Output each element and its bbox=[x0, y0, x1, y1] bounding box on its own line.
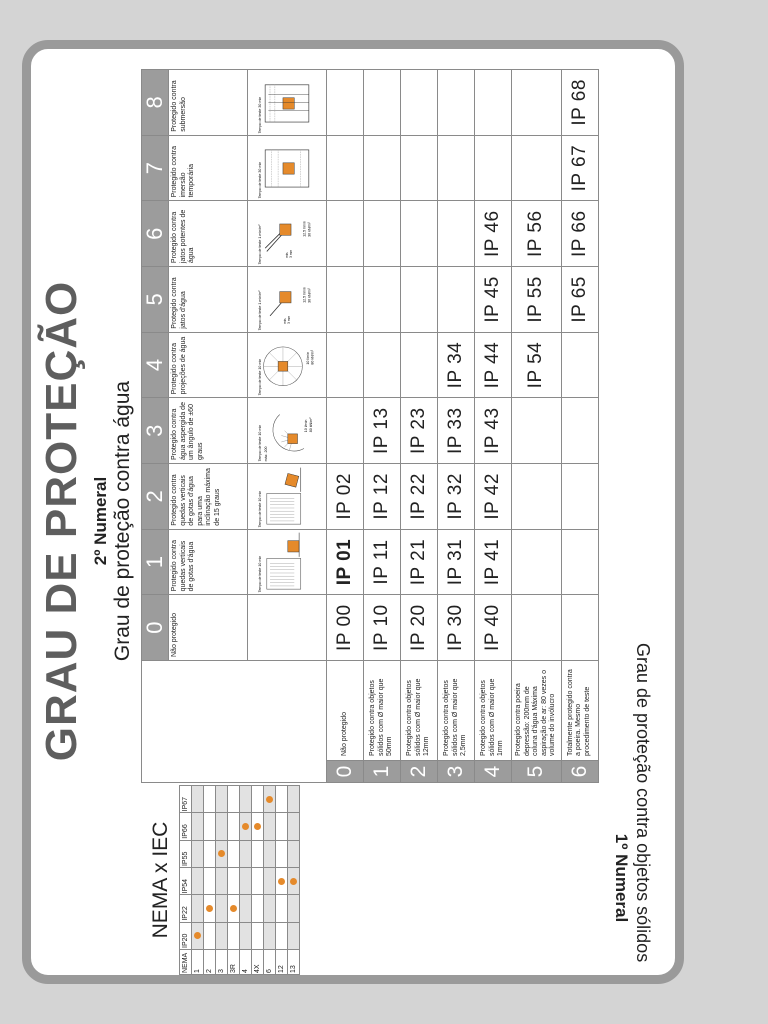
nema-match-cell bbox=[216, 922, 228, 949]
nema-match-cell bbox=[288, 895, 300, 922]
ip-code-cell bbox=[561, 464, 598, 530]
rotated-sheet bbox=[31, 49, 684, 984]
svg-text:12,5 l/min: 12,5 l/min bbox=[302, 221, 307, 237]
nema-row bbox=[192, 786, 204, 975]
ip-code-cell: IP 02 bbox=[327, 464, 364, 530]
nema-row bbox=[276, 786, 288, 975]
nema-match-cell bbox=[252, 895, 264, 922]
splash-sphere-icon bbox=[248, 333, 326, 398]
svg-text:Tempo de teste 1 min/m²: Tempo de teste 1 min/m² bbox=[258, 224, 263, 265]
water-desc-0: Não protegido bbox=[169, 595, 248, 661]
svg-text:10 l/min: 10 l/min bbox=[305, 352, 310, 366]
ip-code-cell bbox=[512, 70, 562, 136]
nema-row bbox=[252, 786, 264, 975]
svg-text:Tempo de teste 10 min: Tempo de teste 10 min bbox=[258, 556, 263, 593]
nema-match-cell bbox=[216, 786, 228, 813]
ip-code-cell bbox=[512, 398, 562, 464]
nema-match-cell bbox=[240, 840, 252, 867]
nema-header-row bbox=[180, 786, 192, 975]
water-desc-1: Protegido contra quedas verticais de gotas d'água bbox=[169, 529, 248, 595]
jet-test-figure bbox=[248, 267, 327, 333]
water-col-7: 7 bbox=[142, 135, 169, 201]
nema-match-cell bbox=[216, 813, 228, 840]
match-dot-icon bbox=[290, 878, 297, 885]
ip-code-cell: IP 55 bbox=[512, 267, 562, 333]
second-numeral-subtitle: Grau de proteção contra água bbox=[111, 380, 134, 662]
solid-row-number: 5 bbox=[512, 761, 562, 783]
ip-code-cell bbox=[401, 135, 438, 201]
ip-row bbox=[475, 70, 512, 783]
second-numeral-label: 2º Numeral bbox=[91, 476, 110, 566]
nema-iec-title: NEMA x IEC bbox=[149, 821, 172, 939]
nema-match-cell bbox=[264, 895, 276, 922]
ip-row bbox=[401, 70, 438, 783]
nema-match-cell bbox=[276, 922, 288, 949]
solid-row-number: 0 bbox=[327, 761, 364, 783]
drip-test-icon bbox=[248, 530, 326, 595]
nema-match-cell bbox=[240, 786, 252, 813]
ip-code-cell bbox=[475, 70, 512, 136]
match-dot-icon bbox=[242, 823, 249, 830]
nema-match-cell bbox=[252, 786, 264, 813]
ip-code-cell: IP 65 bbox=[561, 267, 598, 333]
ip-code-cell bbox=[327, 398, 364, 464]
nema-match-cell bbox=[216, 840, 228, 867]
ip-code-cell: IP 11 bbox=[364, 529, 401, 595]
ip-code-cell: IP 34 bbox=[438, 332, 475, 398]
nema-match-cell bbox=[288, 922, 300, 949]
match-dot-icon bbox=[254, 823, 261, 830]
nema-match-cell bbox=[240, 868, 252, 895]
ip-row bbox=[327, 70, 364, 783]
ip-code-cell: IP 32 bbox=[438, 464, 475, 530]
water-header-row bbox=[142, 70, 169, 783]
nema-match-cell bbox=[276, 895, 288, 922]
ip-code-cell bbox=[561, 529, 598, 595]
ip-code-cell bbox=[364, 70, 401, 136]
ip-code-cell bbox=[561, 332, 598, 398]
ip-code-cell: IP 56 bbox=[512, 201, 562, 267]
first-numeral-subtitle: Grau de proteção contra objetos sólidos bbox=[633, 643, 653, 963]
water-desc-2: Protegido contra quedas verticais de gotas d'água para uma inclinação máxima de 15 graus bbox=[169, 464, 248, 530]
nema-header-cell: IP66 bbox=[180, 813, 192, 840]
nema-match-cell bbox=[204, 813, 216, 840]
water-jet-icon bbox=[248, 267, 326, 332]
water-col-4: 4 bbox=[142, 332, 169, 398]
page-title: GRAU DE PROTEÇÃO bbox=[37, 280, 86, 762]
svg-text:Tempo de teste 10 min: Tempo de teste 10 min bbox=[258, 490, 263, 528]
match-dot-icon bbox=[278, 878, 285, 885]
nema-match-cell bbox=[264, 922, 276, 949]
nema-match-cell bbox=[204, 786, 216, 813]
nema-type-label: 4 bbox=[240, 950, 252, 975]
svg-text:Tempo de teste 30 min: Tempo de teste 30 min bbox=[258, 96, 263, 134]
tilted-drip-icon bbox=[248, 464, 326, 529]
svg-text:80 kN/m²: 80 kN/m² bbox=[310, 350, 315, 366]
ip-code-cell bbox=[561, 595, 598, 661]
svg-text:30 kN/m²: 30 kN/m² bbox=[307, 222, 312, 237]
solid-row-number: 1 bbox=[364, 761, 401, 783]
nema-match-cell bbox=[288, 868, 300, 895]
nema-match-cell bbox=[204, 868, 216, 895]
nema-match-cell bbox=[276, 868, 288, 895]
svg-text:Tempo de teste 10 min: Tempo de teste 10 min bbox=[258, 359, 263, 396]
nema-match-cell bbox=[228, 840, 240, 867]
solid-row-desc: Protegido contra objetos sólidos com Ø maior que 2,5mm bbox=[438, 661, 475, 761]
nema-match-cell bbox=[288, 840, 300, 867]
match-dot-icon bbox=[230, 905, 237, 912]
ip-grid bbox=[141, 69, 599, 783]
ip-row bbox=[438, 70, 475, 783]
ip-row bbox=[561, 70, 598, 783]
nema-type-label: 12 bbox=[276, 950, 288, 975]
ip-code-cell bbox=[327, 267, 364, 333]
nema-type-label: 6 bbox=[264, 950, 276, 975]
ip-code-cell: IP 22 bbox=[401, 464, 438, 530]
water-col-0: 0 bbox=[142, 595, 169, 661]
solid-row-desc: Protegido contra objetos sólidos com Ø maior que 1mm bbox=[475, 661, 512, 761]
ip-code-cell: IP 43 bbox=[475, 398, 512, 464]
nema-type-label: 2 bbox=[204, 950, 216, 975]
water-desc-5: Protegido contra jatos d'água bbox=[169, 267, 248, 333]
svg-text:Tempo de teste 10 min: Tempo de teste 10 min bbox=[258, 424, 263, 462]
nema-match-cell bbox=[228, 922, 240, 949]
nema-match-cell bbox=[192, 786, 204, 813]
nema-match-cell bbox=[192, 868, 204, 895]
drip-test-figure bbox=[248, 529, 327, 595]
ip-code-cell: IP 33 bbox=[438, 398, 475, 464]
solid-row-desc: Totalmente protegido contra a poeira. Mesmo procedimento de teste bbox=[561, 661, 598, 761]
ip-code-cell bbox=[438, 267, 475, 333]
water-desc-4: Protegido contra projeções de água bbox=[169, 332, 248, 398]
ip-code-cell bbox=[438, 201, 475, 267]
solid-row-desc: Protegido contra objetos sólidos com Ø maior que 12mm bbox=[401, 661, 438, 761]
svg-text:10 l/min: 10 l/min bbox=[304, 419, 309, 433]
svg-text:3 mm: 3 mm bbox=[288, 249, 293, 258]
svg-text:min.: min. bbox=[284, 251, 289, 258]
svg-text:80 kN/m²: 80 kN/m² bbox=[309, 417, 314, 433]
ip-code-cell: IP 30 bbox=[438, 595, 475, 661]
ip-code-cell bbox=[512, 464, 562, 530]
nema-header-cell: IP54 bbox=[180, 868, 192, 895]
ip-code-cell bbox=[401, 332, 438, 398]
ip-code-cell: IP 40 bbox=[475, 595, 512, 661]
nema-type-label: 1 bbox=[192, 950, 204, 975]
water-desc-8: Protegido contra submersão bbox=[169, 70, 248, 136]
nema-match-cell bbox=[228, 895, 240, 922]
svg-text:30 kN/m²: 30 kN/m² bbox=[307, 287, 312, 303]
nema-match-cell bbox=[276, 840, 288, 867]
spray-arc-icon bbox=[248, 398, 326, 463]
water-col-8: 8 bbox=[142, 70, 169, 136]
solid-row-desc: Não protegido bbox=[327, 661, 364, 761]
match-dot-icon bbox=[266, 796, 273, 803]
ip-code-cell bbox=[364, 332, 401, 398]
ip-code-cell bbox=[438, 135, 475, 201]
strong-jet-test-figure bbox=[248, 201, 327, 267]
submersion-icon bbox=[248, 70, 326, 135]
nema-row bbox=[204, 786, 216, 975]
nema-match-cell bbox=[240, 813, 252, 840]
ip-code-cell bbox=[327, 201, 364, 267]
ip-code-cell: IP 67 bbox=[561, 135, 598, 201]
nema-type-label: 13 bbox=[288, 950, 300, 975]
water-desc-7: Protegido contra imersão temporária bbox=[169, 135, 248, 201]
ip-code-cell: IP 20 bbox=[401, 595, 438, 661]
svg-text:Tempo de teste 1 min/m²: Tempo de teste 1 min/m² bbox=[258, 290, 263, 331]
immersion-icon bbox=[248, 136, 326, 201]
nema-body bbox=[192, 786, 300, 975]
water-col-2: 2 bbox=[142, 464, 169, 530]
nema-match-cell bbox=[264, 813, 276, 840]
nema-match-cell bbox=[252, 868, 264, 895]
ip-code-cell: IP 46 bbox=[475, 201, 512, 267]
solid-row-number: 6 bbox=[561, 761, 598, 783]
ip-code-cell: IP 10 bbox=[364, 595, 401, 661]
solid-row-desc: Protegido contra objetos sólidos com Ø maior que 50mm bbox=[364, 661, 401, 761]
svg-text:12,5 l/min: 12,5 l/min bbox=[302, 286, 307, 303]
water-desc-6: Protegido contra jatos potentes de água bbox=[169, 201, 248, 267]
tilted-drip-test-figure bbox=[248, 464, 327, 530]
nema-match-cell bbox=[216, 895, 228, 922]
ip-code-cell: IP 68 bbox=[561, 70, 598, 136]
ip-code-cell: IP 21 bbox=[401, 529, 438, 595]
match-dot-icon bbox=[194, 932, 201, 939]
svg-text:min.: min. bbox=[283, 317, 288, 324]
nema-match-cell bbox=[192, 895, 204, 922]
nema-match-cell bbox=[288, 813, 300, 840]
ip-code-cell: IP 01 bbox=[327, 529, 364, 595]
nema-match-cell bbox=[204, 840, 216, 867]
nema-match-cell bbox=[240, 895, 252, 922]
nema-row bbox=[264, 786, 276, 975]
nema-match-cell bbox=[264, 868, 276, 895]
nema-match-cell bbox=[228, 813, 240, 840]
nema-row bbox=[228, 786, 240, 975]
ip-code-cell: IP 66 bbox=[561, 201, 598, 267]
ip-code-cell: IP 42 bbox=[475, 464, 512, 530]
water-col-3: 3 bbox=[142, 398, 169, 464]
ip-code-cell: IP 31 bbox=[438, 529, 475, 595]
ip-row bbox=[512, 70, 562, 783]
nema-type-label: 3 bbox=[216, 950, 228, 975]
svg-text:Tempo de teste 30 min: Tempo de teste 30 min bbox=[258, 162, 263, 199]
match-dot-icon bbox=[218, 850, 225, 857]
spray-test-figure bbox=[248, 398, 327, 464]
first-numeral-label: 1º Numeral bbox=[612, 833, 631, 923]
nema-header-cell: IP20 bbox=[180, 922, 192, 949]
ip-code-cell bbox=[438, 70, 475, 136]
nema-type-label: 4X bbox=[252, 950, 264, 975]
ip-code-cell bbox=[327, 332, 364, 398]
ip-code-cell bbox=[364, 201, 401, 267]
ip-code-cell: IP 12 bbox=[364, 464, 401, 530]
ip-code-cell: IP 23 bbox=[401, 398, 438, 464]
nema-match-cell bbox=[240, 922, 252, 949]
nema-header-cell: IP55 bbox=[180, 840, 192, 867]
nema-match-cell bbox=[192, 840, 204, 867]
ip-code-cell bbox=[512, 135, 562, 201]
ip-code-cell: IP 45 bbox=[475, 267, 512, 333]
ip-code-cell: IP 13 bbox=[364, 398, 401, 464]
water-col-5: 5 bbox=[142, 267, 169, 333]
strong-jet-icon bbox=[248, 201, 326, 266]
ip-code-cell bbox=[475, 135, 512, 201]
ip-code-cell bbox=[327, 135, 364, 201]
immersion-test-figure bbox=[248, 135, 327, 201]
nema-match-cell bbox=[192, 813, 204, 840]
corner-cell bbox=[142, 661, 327, 783]
nema-match-cell bbox=[204, 922, 216, 949]
nema-match-cell bbox=[216, 868, 228, 895]
water-col-1: 1 bbox=[142, 529, 169, 595]
match-dot-icon bbox=[206, 905, 213, 912]
nema-match-cell bbox=[228, 868, 240, 895]
submersion-test-figure bbox=[248, 70, 327, 136]
water-desc-3: Protegido contra água aspergida de um ângulo de ±60 graus bbox=[169, 398, 248, 464]
nema-match-cell bbox=[264, 840, 276, 867]
ip-code-cell bbox=[512, 595, 562, 661]
splash-test-figure bbox=[248, 332, 327, 398]
solid-row-number: 3 bbox=[438, 761, 475, 783]
nema-match-cell bbox=[288, 786, 300, 813]
ip-code-cell bbox=[401, 201, 438, 267]
nema-header-cell: IP67 bbox=[180, 786, 192, 813]
nema-row bbox=[216, 786, 228, 975]
nema-row bbox=[240, 786, 252, 975]
nema-match-cell bbox=[252, 922, 264, 949]
ip-code-cell bbox=[327, 70, 364, 136]
ip-code-cell: IP 44 bbox=[475, 332, 512, 398]
protection-degree-card bbox=[22, 40, 684, 984]
ip-row bbox=[364, 70, 401, 783]
ip-code-cell: IP 41 bbox=[475, 529, 512, 595]
nema-match-cell bbox=[252, 840, 264, 867]
ip-code-cell: IP 00 bbox=[327, 595, 364, 661]
nema-match-cell bbox=[252, 813, 264, 840]
water-col-6: 6 bbox=[142, 201, 169, 267]
ip-body bbox=[327, 70, 599, 783]
ip-code-cell bbox=[512, 529, 562, 595]
nema-header-cell: NEMA bbox=[180, 950, 192, 975]
ip-code-cell: IP 54 bbox=[512, 332, 562, 398]
nema-match-cell bbox=[192, 922, 204, 949]
figure-cell-0 bbox=[248, 595, 327, 661]
svg-text:3 mm: 3 mm bbox=[287, 315, 292, 324]
ip-code-cell bbox=[561, 398, 598, 464]
svg-text:máx. 200: máx. 200 bbox=[263, 446, 268, 462]
nema-match-cell bbox=[228, 786, 240, 813]
ip-code-cell bbox=[364, 267, 401, 333]
nema-match-cell bbox=[264, 786, 276, 813]
nema-match-cell bbox=[276, 786, 288, 813]
nema-match-cell bbox=[204, 895, 216, 922]
solid-row-number: 2 bbox=[401, 761, 438, 783]
ip-code-cell bbox=[364, 135, 401, 201]
ip-code-cell bbox=[401, 70, 438, 136]
nema-match-cell bbox=[276, 813, 288, 840]
nema-iec-table bbox=[179, 785, 300, 975]
solid-row-number: 4 bbox=[475, 761, 512, 783]
nema-row bbox=[288, 786, 300, 975]
ip-code-cell bbox=[401, 267, 438, 333]
nema-type-label: 3R bbox=[228, 950, 240, 975]
solid-row-desc: Protegido contra poeira depressão: 200mm de coluna d'água Máxima aspiração de ar: 80 vezes o volume do invólucro bbox=[512, 661, 562, 761]
nema-header-cell: IP22 bbox=[180, 895, 192, 922]
